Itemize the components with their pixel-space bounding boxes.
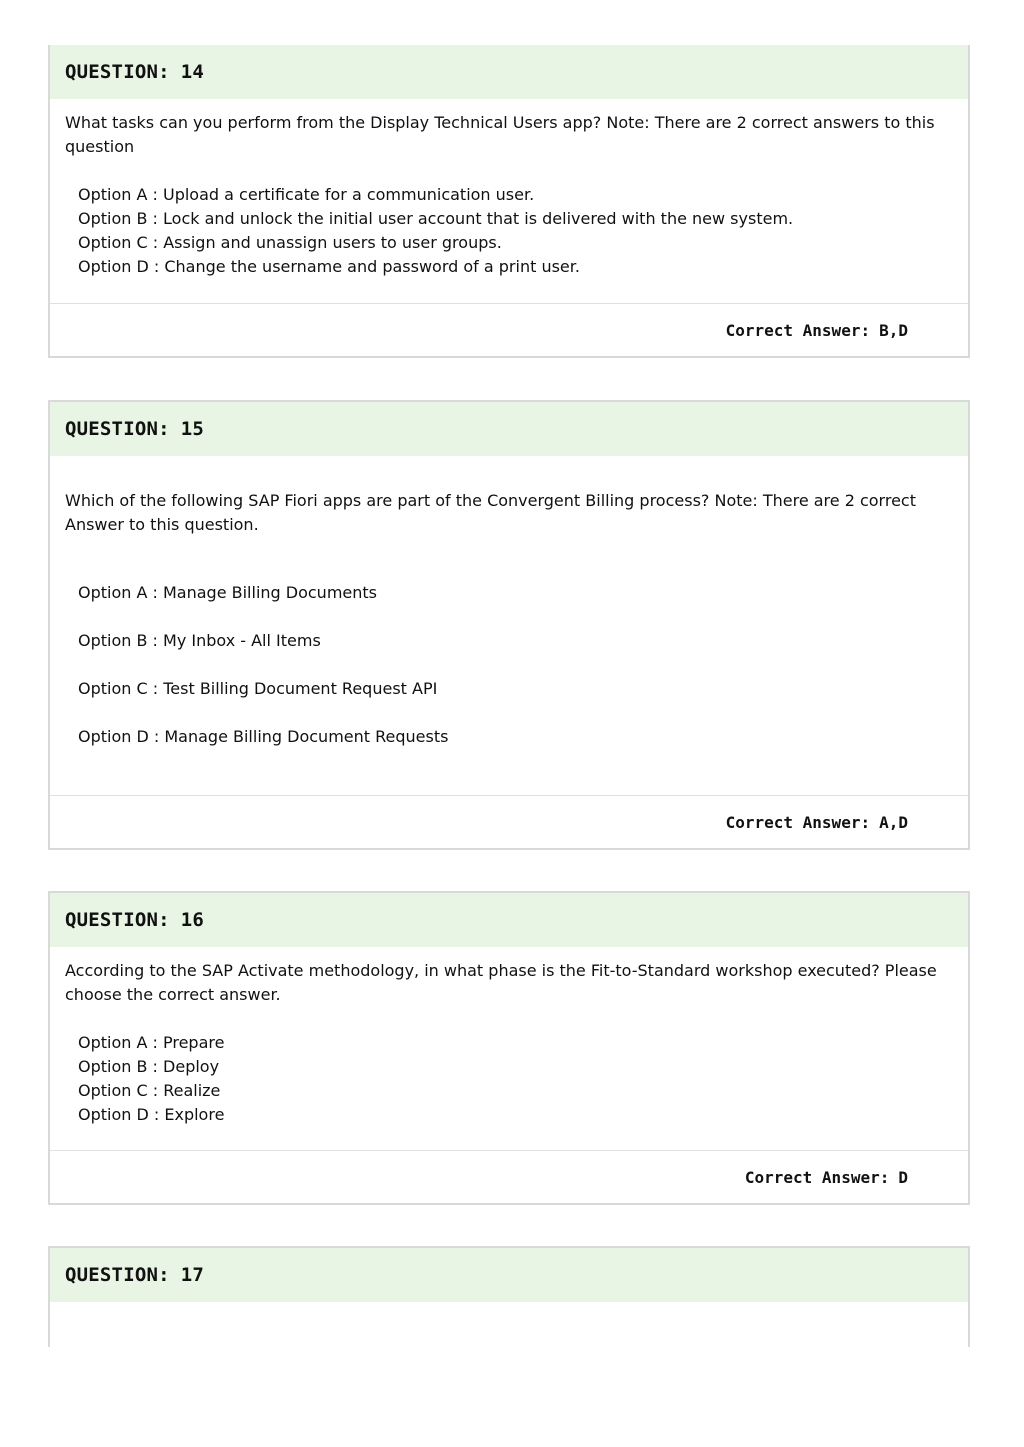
option-c: Option C : Realize	[78, 1081, 221, 1100]
question-text: According to the SAP Activate methodology, in what phase is the Fit-to-Standard workshop executed? Please choose the correct answer.	[65, 961, 937, 1004]
question-number: 17	[180, 1264, 205, 1286]
answer-value: B,D	[879, 320, 908, 340]
option-c: Option C : Test Billing Document Request API	[78, 679, 438, 698]
question-label: QUESTION:	[65, 1264, 170, 1286]
option-d: Option D : Manage Billing Document Requests	[78, 727, 449, 746]
question-card-14	[48, 45, 970, 358]
answer-label: Correct Answer:	[725, 812, 871, 832]
option-b: Option B : Deploy	[78, 1057, 220, 1076]
question-card-15	[48, 400, 970, 850]
option-c: Option C : Assign and unassign users to user groups.	[78, 233, 502, 252]
answer-label: Correct Answer:	[744, 1167, 890, 1187]
question-body	[50, 456, 968, 749]
question-text: What tasks can you perform from the Display Technical Users app? Note: There are 2 correct answers to this question	[65, 113, 935, 156]
option-a: Option A : Manage Billing Documents	[78, 583, 377, 602]
option-a: Option A : Prepare	[78, 1033, 225, 1052]
question-label: QUESTION:	[65, 909, 170, 931]
question-header	[50, 1248, 968, 1302]
answer-value: A,D	[879, 812, 908, 832]
question-card-17	[48, 1246, 970, 1347]
option-b: Option B : My Inbox - All Items	[78, 631, 321, 650]
answer-label: Correct Answer:	[725, 320, 871, 340]
answer-footer	[50, 303, 968, 356]
question-text: Which of the following SAP Fiori apps are part of the Convergent Billing process? Note: There are 2 correct Answer to this question.	[65, 491, 916, 534]
question-header	[50, 402, 968, 456]
question-label: QUESTION:	[65, 61, 170, 83]
question-header	[50, 45, 968, 99]
answer-footer	[50, 1150, 968, 1203]
question-card-16	[48, 891, 970, 1205]
option-a: Option A : Upload a certificate for a communication user.	[78, 185, 535, 204]
question-number: 16	[180, 909, 205, 931]
answer-footer	[50, 795, 968, 848]
option-b: Option B : Lock and unlock the initial user account that is delivered with the new system.	[78, 209, 794, 228]
question-number: 14	[180, 61, 205, 83]
question-body	[50, 99, 968, 279]
question-number: 15	[180, 418, 205, 440]
question-header	[50, 893, 968, 947]
answer-value: D	[898, 1167, 908, 1187]
question-label: QUESTION:	[65, 418, 170, 440]
question-body	[50, 947, 968, 1127]
option-d: Option D : Change the username and password of a print user.	[78, 257, 580, 276]
option-d: Option D : Explore	[78, 1105, 225, 1124]
